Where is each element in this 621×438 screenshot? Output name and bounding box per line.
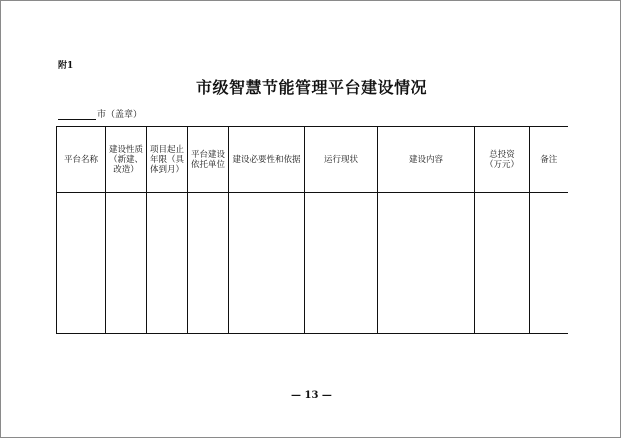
header-construction-nature-label: 建设性质（新建、改造） (108, 144, 143, 175)
platform-info-table (56, 126, 568, 334)
page-number: — 13 — (291, 390, 332, 401)
header-total-investment (475, 127, 530, 193)
page-title: 市级智慧节能管理平台建设情况 (195, 78, 427, 97)
city-seal-label: 市（盖章） (97, 110, 143, 120)
header-construction-unit-label: 平台建设依托单位 (190, 149, 225, 170)
header-necessity-basis: 建设必要性和依据 (229, 127, 305, 193)
cell-total-investment (475, 193, 530, 334)
cell-platform-name (57, 193, 106, 334)
city-blank-underline (58, 110, 96, 120)
table-row (57, 193, 568, 334)
header-construction-unit (188, 127, 229, 193)
attachment-label: 附1 (58, 61, 74, 71)
cell-construction-nature (106, 193, 147, 334)
table-header-row (57, 127, 568, 193)
cell-remarks (530, 193, 568, 334)
cell-necessity-basis (229, 193, 305, 334)
cell-operation-status (305, 193, 378, 334)
header-project-period-label: 项目起止年限（具体到月） (150, 144, 185, 175)
header-operation-status: 运行现状 (305, 127, 378, 193)
header-platform-name: 平台名称 (57, 127, 106, 193)
header-project-period (147, 127, 188, 193)
header-construction-nature (106, 127, 147, 193)
header-total-investment-label: 总投资（万元） (484, 149, 519, 170)
header-remarks: 备注 (530, 127, 568, 193)
cell-construction-content (378, 193, 475, 334)
cell-project-period (147, 193, 188, 334)
city-seal-line (58, 107, 142, 120)
cell-construction-unit (188, 193, 229, 334)
header-construction-content: 建设内容 (378, 127, 475, 193)
